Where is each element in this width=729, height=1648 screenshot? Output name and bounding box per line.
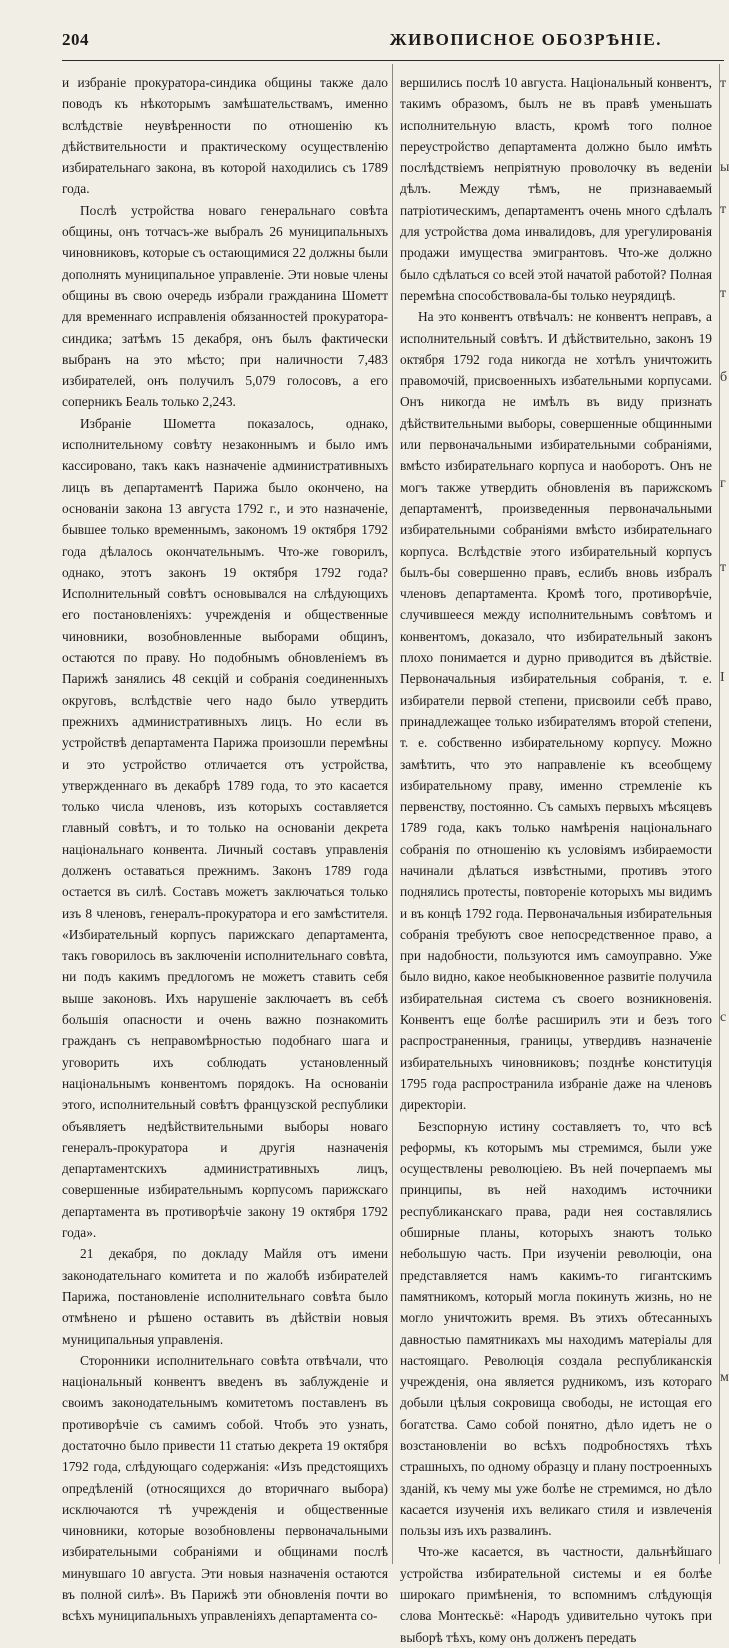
margin-fragment: т — [720, 202, 727, 217]
paragraph: и избраніе прокуратора-синдика общины также дало поводъ къ нѣкоторымъ замѣшательствамъ, именно вслѣдствіе неувѣренности по отношенію къ дѣйствительности и практическому осуществленію избирательнаго закона, въ которой находились съ 1789 года. — [62, 75, 388, 197]
margin-fragment: с — [720, 1010, 727, 1025]
margin-fragment: т — [720, 286, 727, 301]
paragraph: Что-же касается, въ частности, дальнѣйшаго устройства избирательной системы и ея болѣе широкаго примѣненія, то вспомнимъ слѣдующія слова Монтескьё: «Народъ удивительно чутокъ при выборѣ тѣхъ, кому онъ долженъ передать — [400, 1544, 712, 1645]
running-title: ЖИВОПИСНОЕ ОБОЗРѢНІЕ. — [389, 30, 662, 49]
margin-fragment: т — [720, 76, 727, 91]
margin-fragment: б — [720, 370, 728, 385]
margin-fragment: м — [720, 1370, 729, 1385]
left-column — [62, 72, 388, 1627]
page-header — [62, 30, 662, 58]
column-divider — [392, 64, 393, 1564]
margin-fragment: г — [720, 476, 726, 491]
paragraph: Послѣ устройства новаго генеральнаго совѣта общины, онъ тотчасъ-же выбралъ 26 муниципальныхъ чиновниковъ, которые съ остающимися 22 должны были дополнять муниципальное управленіе. Эти новые члены общины въ свою очередь избрали гражданина Шометт для временнаго исправленія обязанностей прокуратора-синдика; затѣмъ 15 декабря, онъ былъ фактически выбранъ на это мѣсто; при наличности 7,483 избирателей, онъ получилъ 5,079 голосовъ, а его соперникъ Беаль только 2,243. — [62, 202, 388, 410]
paragraph: На это конвентъ отвѣчалъ: не конвентъ неправъ, а исполнительный совѣтъ. И дѣйствительно, законъ 19 октября 1792 года никогда не хотѣлъ уничтожить правомочій, присвоенныхъ избательными корпусами. Онъ никогда не имѣлъ въ виду признать дѣйствительными выборы, совершенные общинными или первоначальными избирательными собраніями, вмѣсто избирательнаго корпуса и наоборотъ. Онъ не могъ также утвердить обновленія въ парижскомъ департаментѣ, произведенныя первоначальными избирательными собраніями вмѣсто избирательнаго корпуса. Вслѣдствіе этого избирательный корпусъ былъ-бы совершенно правъ, еслибъ вновь избралъ членовъ департамента. Кромѣ того, противорѣчіе, случившееся между исполнительнымъ совѣтомъ и конвентомъ, доказало, что избирательный законъ плохо понимается и дурно приводится въ дѣйствіе. Первоначальныя избирательныя собранія, т. е. избиратели первой степени, присвоили себѣ право, принадлежащее только избирателямъ второй степени, т. е. собственно избирательному корпусу. Можно замѣтить, что это направленіе къ всеобщему избирательному праву, именно стремленіе къ первенству, постоянно. Съ самыхъ первыхъ мѣсяцевъ 1789 года, какъ только намѣренія національнаго собранія по отношенію къ условіямъ избираемости начинали дѣлаться извѣстными, противъ этого поднялись протесты, повтореніе которыхъ мы видимъ и въ концѣ 1792 года. Первоначальныя избирательныя собранія требуютъ свое непосредственное право, а при надобности, пользуются имъ самоуправно. Уже было видно, какое необыкновенное развитіе получила избирательная система съ своего возникновенія. Конвентъ еще болѣе расширилъ эти и безъ того распространенныя, границы, утвердивъ назначеніе избирательныхъ чиновниковъ; позднѣе конституція 1795 года распространила избраніе даже на членовъ директоріи. — [400, 309, 712, 1113]
margin-fragment: I — [720, 670, 725, 685]
paragraph: вершились послѣ 10 августа. Національный конвентъ, такимъ образомъ, былъ не въ правѣ уменьшать исполнительную власть, кромѣ того полное переустройство департамента должно было имѣть послѣдствіемъ непріятную проволочку въ веденіи дѣлъ. Между тѣмъ, не признаваемый патріотическимъ, департаментъ очень много сдѣлалъ для устройства дома инвалидовъ, для урегулированія продажи имущества эмигрантовъ. Что-же должно было сдѣлаться со всей этой начатой работой? Полная перемѣна способствовала-бы только неурядицѣ. — [400, 75, 712, 303]
margin-fragment: т — [720, 560, 727, 575]
right-column — [400, 72, 712, 1648]
paragraph: Избраніе Шометта показалось, однако, исполнительному совѣту незаконнымъ и было имъ кассировано, такъ какъ назначеніе административныхъ лицъ въ департаментѣ Парижа было окончено, на основаніи закона 13 августа 1792 г., и это назначеніе, бывшее только временнымъ, закономъ 19 октября 1792 года дѣлалось окончательнымъ. Что-же говорилъ, однако, этотъ законъ 19 октября 1792 года? Исполнительный совѣтъ основывался на слѣдующихъ его постановленіяхъ: учрежденія и общественные чиновники, возобновленные выборами общинъ, остаются по праву. Но подобнымъ обновленіемъ въ Парижѣ занялись 48 секцій и собранія соединенныхъ округовъ, вслѣдствіе чего надо было утвердить прежнихъ административныхъ лицъ. Но если въ устройствѣ департамента Парижа произошли перемѣны и это устройство отличается отъ устройства, утвержденнаго въ декабрѣ 1789 года, то это касается только числа членовъ, изъ которыхъ составляется главный совѣтъ, и то только на основаніи декрета національнаго конвента. Личный составъ управленія долженъ оставаться прежнимъ. Законъ 1789 года остается въ силѣ. Составъ можетъ заключаться только изъ 8 членовъ, генералъ-прокуратора и его замѣстителя. «Избирательный корпусъ парижскаго департамента, такъ говорилось въ заключеніи исполнительнаго совѣта, ни подъ какимъ предлогомъ не можетъ ставить себя выше законовъ. Ихъ нарушеніе заключаетъ въ себѣ большія опасности и очень важно познакомить гражданъ съ неправомѣрностью подобнаго шага и уговорить ихъ соблюдать установленный національнымъ конвентомъ порядокъ. На основаніи этого, исполнительный совѣтъ французской республики объявляетъ недѣйствительными выборы новаго генералъ-прокуратора и другія назначенія департаментскихъ административныхъ лицъ, совершенные избирательнымъ корпусомъ парижскаго департамента въ противорѣчіе закону 19 октября 1792 года». — [62, 415, 388, 1241]
paragraph: Сторонники исполнительнаго совѣта отвѣчали, что національный конвентъ введенъ въ заблужденіе и своимъ законодательнымъ комитетомъ поставленъ въ противорѣчіе съ самимъ собой. Чтобъ это узнать, достаточно было привести 11 статью декрета 19 октября 1792 года, слѣдующаго содержанія: «Изъ предстоящихъ опредѣленій (относящихся до вторичнаго выбора) исключаются тѣ учрежденія и общественные чиновники, которые возобновлены первоначальными избирательными собраніями и общинами послѣ минувшаго 10 августа. Эти новыя назначенія остаются въ полной силѣ». Въ Парижѣ эти обновленія почти во всѣхъ муниципальныхъ управленіяхъ департамента со- — [62, 1352, 388, 1624]
page-number: 204 — [62, 30, 89, 49]
paragraph: 21 декабря, по докладу Майля отъ имени законодательнаго комитета и по жалобѣ избирателей Парижа, постановленіе исполнительнаго совѣта было отмѣнено и рѣшено оставить въ дѣйствіи новыя муниципальныя управленія. — [62, 1246, 388, 1347]
header-rule — [62, 60, 724, 61]
margin-fragment: ы — [720, 160, 729, 175]
paragraph: Безспорную истину составляетъ то, что всѣ реформы, къ которымъ мы стремимся, были уже осуществлены революціею. Въ ней почерпаемъ мы принципы, въ ней находимъ источники республиканскаго права, ради нея составлялись обширные планы, которыхъ знаютъ только небольшую часть. При изученіи революціи, она представляется намъ какимъ-то гигантскимъ памятникомъ, который могла покинуть жизнь, но не могло уничтожить время. Въ этихъ обтесанныхъ давностью памятникахъ мы находимъ матеріалы для настоящаго. Революція создала республиканскія учрежденія, она является рудникомъ, изъ котораго добыли цѣлыя сокровища свободы, не истощая его богатства. Само собой понятно, дѣло идетъ не о возстановленіи во всѣхъ подробностяхъ тѣхъ страшныхъ, по одному образцу и плану построенныхъ зданій, къ чему мы уже болѣе не стремимся, но дѣло касается изученія ихъ великаго стиля и извлеченія пользы изъ ихъ развалинъ. — [400, 1118, 712, 1539]
